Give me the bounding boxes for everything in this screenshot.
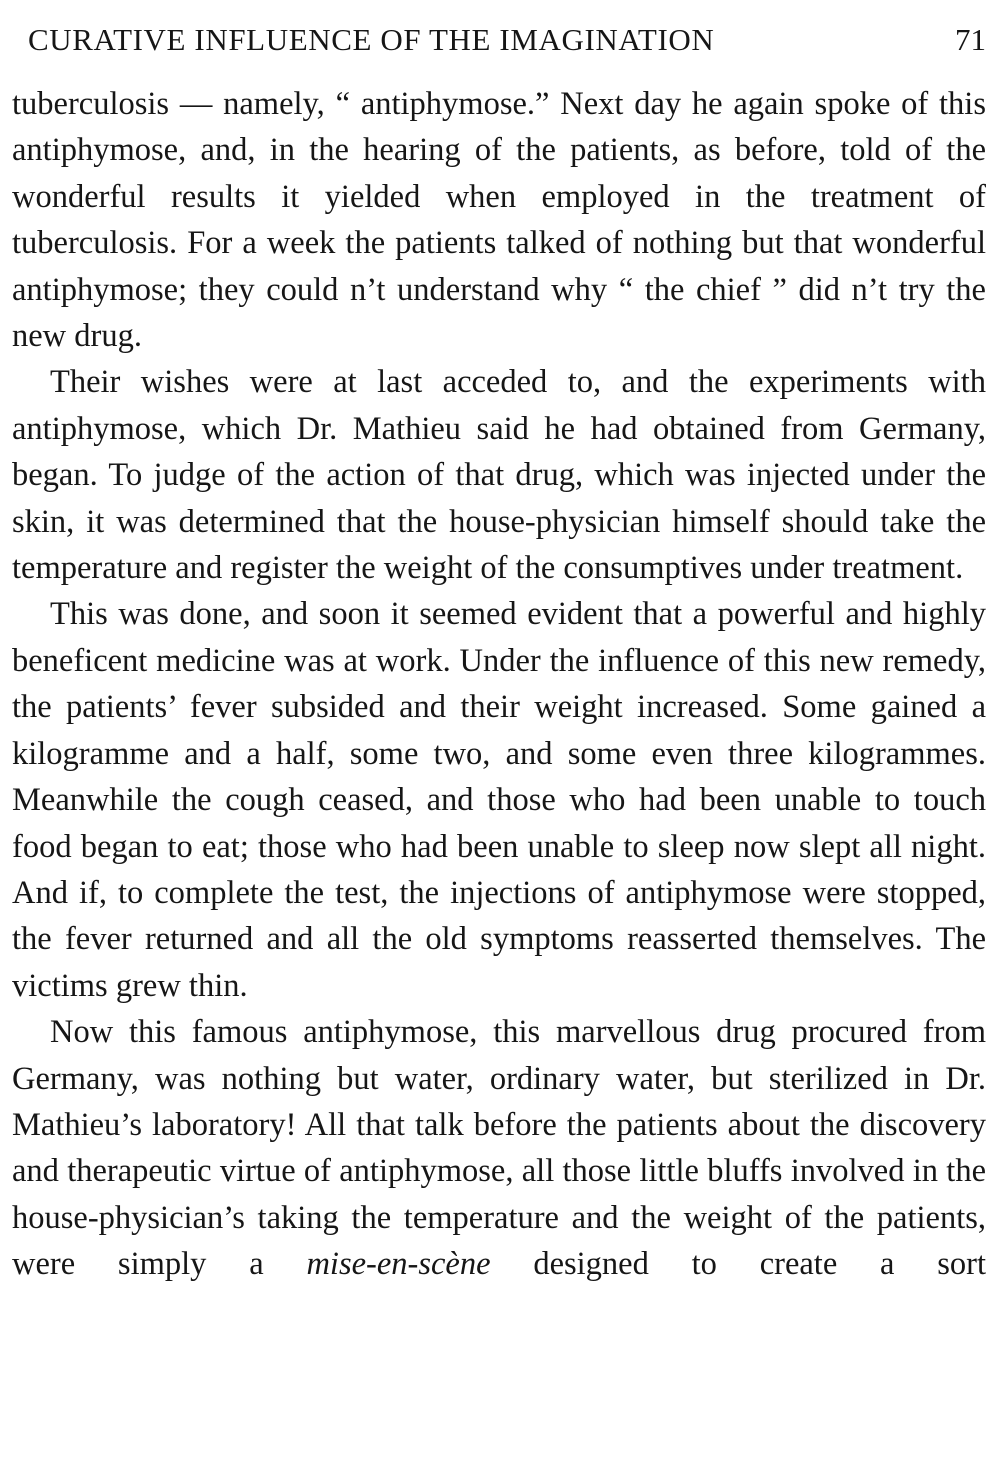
running-header <box>28 16 986 64</box>
page-number: 71 <box>955 22 986 57</box>
paragraph-4 <box>12 1009 986 1287</box>
running-title: CURATIVE INFLUENCE OF THE IMAGINATION <box>28 22 715 57</box>
paragraph-1: tuberculosis — namely, “ antiphymose.” Next day he again spoke of this antiphymose, and, in the hearing of the patients, as before, told of the wonderful results it yielded when employed in the treatment of tuberculosis. For a week the patients talked of nothing but that wonderful antiphymose; they could n’t understand why “ the chief ” did n’t try the new drug. <box>12 86 986 355</box>
paragraph-4-text-after: designed to create a sort <box>533 1246 987 1283</box>
paragraph-2: Their wishes were at last acceded to, and the experiments with antiphymose, which Dr. Mathieu said he had obtained from Germany, began. To judge of the action of that drug, which was injected under the skin, it was determined that the house-physician himself should take the temperature and register the weight of the consumptives under treatment. <box>12 364 986 587</box>
body-text <box>12 81 986 1288</box>
paragraph-4-text-before: Now this famous antiphymose, this marvellous drug procured from Germany, was nothing but water, ordinary water, but sterilized in Dr. Mathieu’s laboratory! All that talk before the patients about the discovery and therapeutic virtue of antiphymose, all those little bluffs involved in the house-physician’s taking the temperature and the weight of the patients, were simply a <box>12 1014 986 1283</box>
paragraph-3: This was done, and soon it seemed evident that a powerful and highly beneficent medicine was at work. Under the influence of this new remedy, the patients’ fever subsided and their weight increased. Some gained a kilogramme and a half, some two, and some even three kilogrammes. Meanwhile the cough ceased, and those who had been unable to touch food began to eat; those who had been unable to sleep now slept all night. And if, to complete the test, the injections of antiphymose were stopped, the fever returned and all the old symptoms reasserted themselves. The victims grew thin. <box>12 596 986 1004</box>
italic-phrase: mise-en-scène <box>306 1246 491 1283</box>
